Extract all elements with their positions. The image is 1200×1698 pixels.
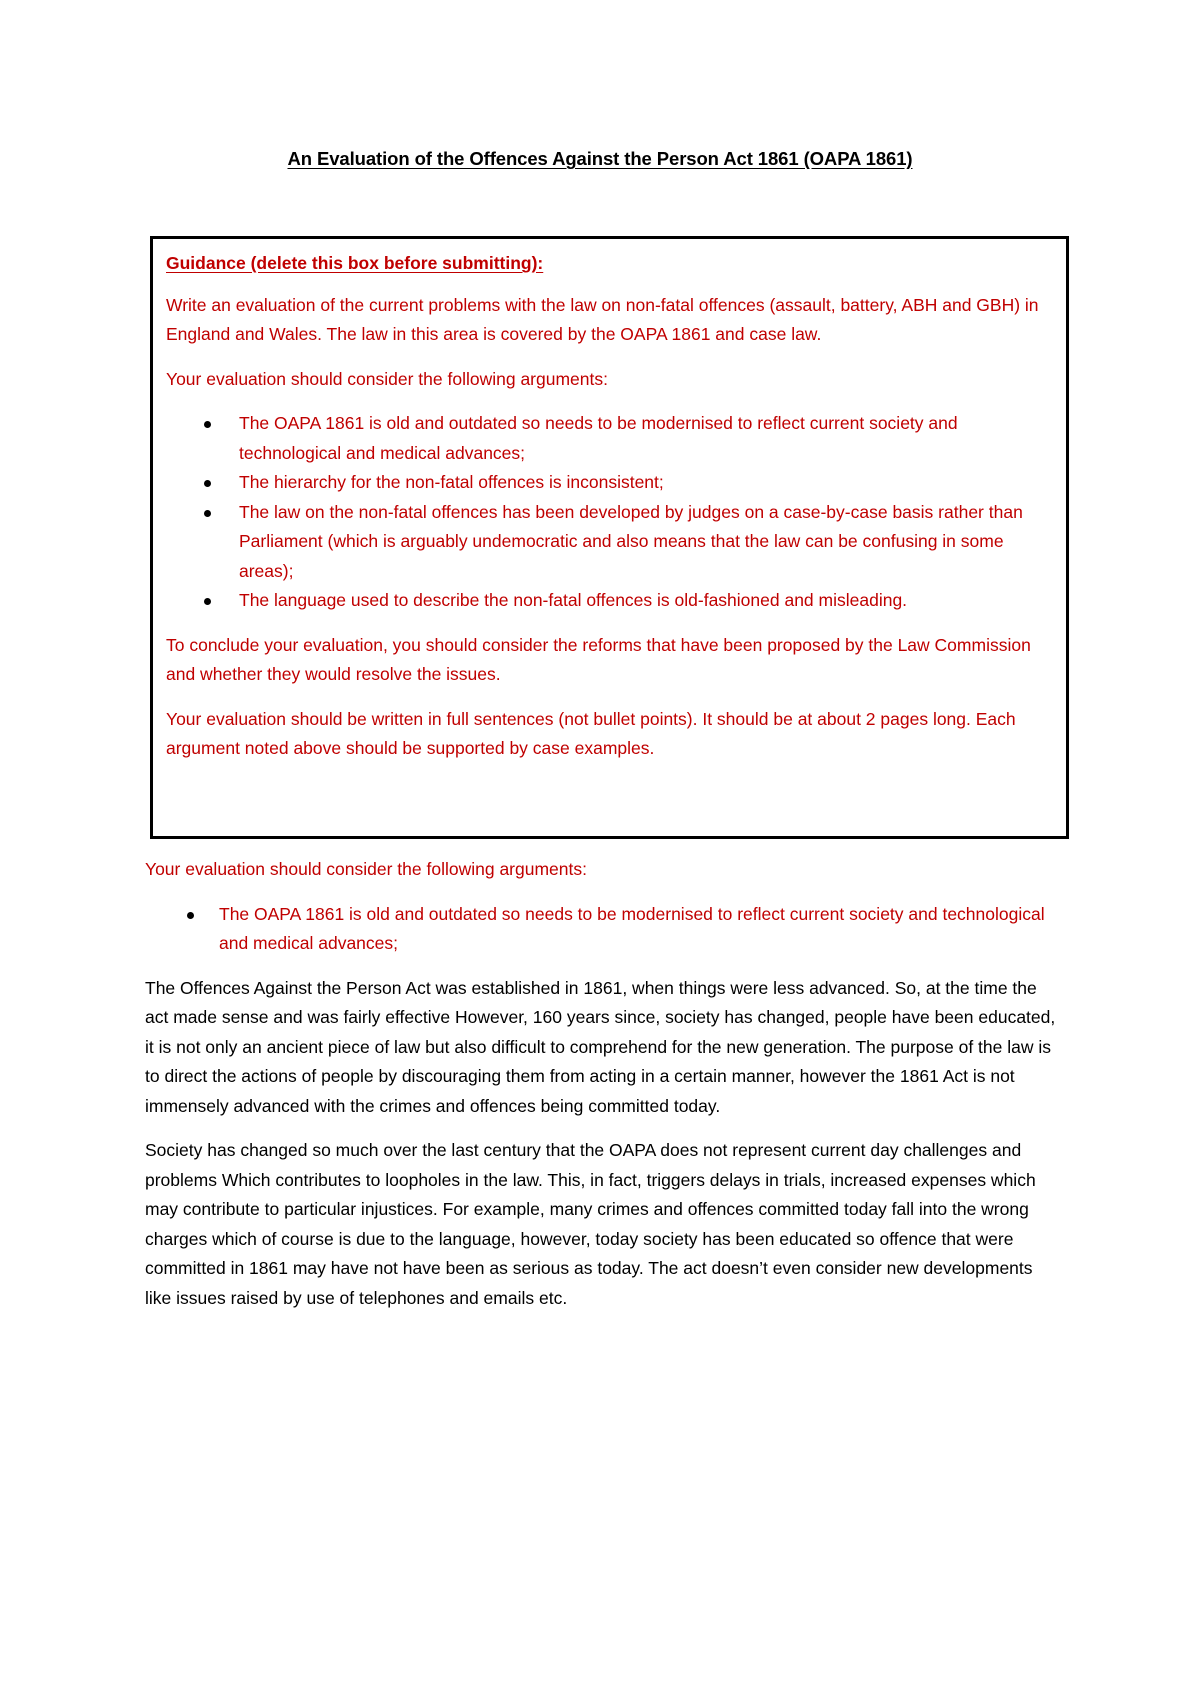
guidance-conclusion: To conclude your evaluation, you should consider the reforms that have been proposed by the Law Commission and whether they would resolve the issues. <box>166 634 1031 684</box>
guidance-arguments-lead: Your evaluation should consider the following arguments: <box>166 368 608 389</box>
guidance-bullet-item <box>166 498 1054 587</box>
guidance-bullet-item <box>166 586 1054 616</box>
bullet-icon <box>187 912 194 919</box>
guidance-format-note: Your evaluation should be written in full sentences (not bullet points). It should be at about 2 pages long. Each argument noted above should be supported by case examples. <box>166 708 1016 758</box>
body-bullet-text: The OAPA 1861 is old and outdated so needs to be modernised to reflect current society and technological and medical advances; <box>219 903 1045 953</box>
document-title: An Evaluation of the Offences Against the Person Act 1861 (OAPA 1861) <box>287 148 913 169</box>
guidance-bullet-text: The hierarchy for the non-fatal offences is inconsistent; <box>239 472 664 492</box>
body-paragraph-1: The Offences Against the Person Act was established in 1861, when things were less advanced. So, at the time the act made sense and was fairly effective However, 160 years since, society has changed, people have been educated, it is not only an ancient piece of law but also difficult to comprehend for the new generation. The purpose of the law is to direct the actions of people by discouraging them from acting in a certain manner, however the 1861 Act is not immensely advanced with the crimes and offences being committed today. <box>145 977 1056 1116</box>
bullet-icon <box>204 421 211 428</box>
guidance-heading: Guidance (delete this box before submitting): <box>166 253 544 273</box>
guidance-box <box>150 236 1069 839</box>
body-paragraph-2: Society has changed so much over the last century that the OAPA does not represent current day challenges and problems Which contributes to loopholes in the law. This, in fact, triggers delays in trials, increased expenses which may contribute to particular injustices. For example, many crimes and offences committed today fall into the wrong charges which of course is due to the language, however, today society has been educated so offence that were committed in 1861 may have not have been as serious as today. The act doesn’t even consider new developments like issues raised by use of telephones and emails etc. <box>145 1140 1036 1308</box>
guidance-bullet-item <box>166 468 1054 498</box>
body-bullet-item <box>145 900 1063 959</box>
bullet-icon <box>204 480 211 487</box>
bullet-icon <box>204 510 211 517</box>
guidance-bullet-text: The law on the non-fatal offences has been developed by judges on a case-by-case basis rather than Parliament (which is arguably undemocratic and also means that the law can be confusing in some areas); <box>239 501 1023 581</box>
guidance-bullet-item <box>166 409 1054 468</box>
guidance-intro: Write an evaluation of the current problems with the law on non-fatal offences (assault, battery, ABH and GBH) in England and Wales. The law in this area is covered by the OAPA 1861 and case law. <box>166 294 1039 344</box>
essay-body <box>145 855 1063 1328</box>
guidance-bullet-list <box>166 409 1054 616</box>
body-bullet-list <box>145 900 1063 959</box>
guidance-bullet-text: The language used to describe the non-fatal offences is old-fashioned and misleading. <box>239 590 908 610</box>
guidance-bullet-text: The OAPA 1861 is old and outdated so needs to be modernised to reflect current society and technological and medical advances; <box>239 413 958 463</box>
body-arguments-lead: Your evaluation should consider the following arguments: <box>145 859 587 879</box>
bullet-icon <box>204 598 211 605</box>
